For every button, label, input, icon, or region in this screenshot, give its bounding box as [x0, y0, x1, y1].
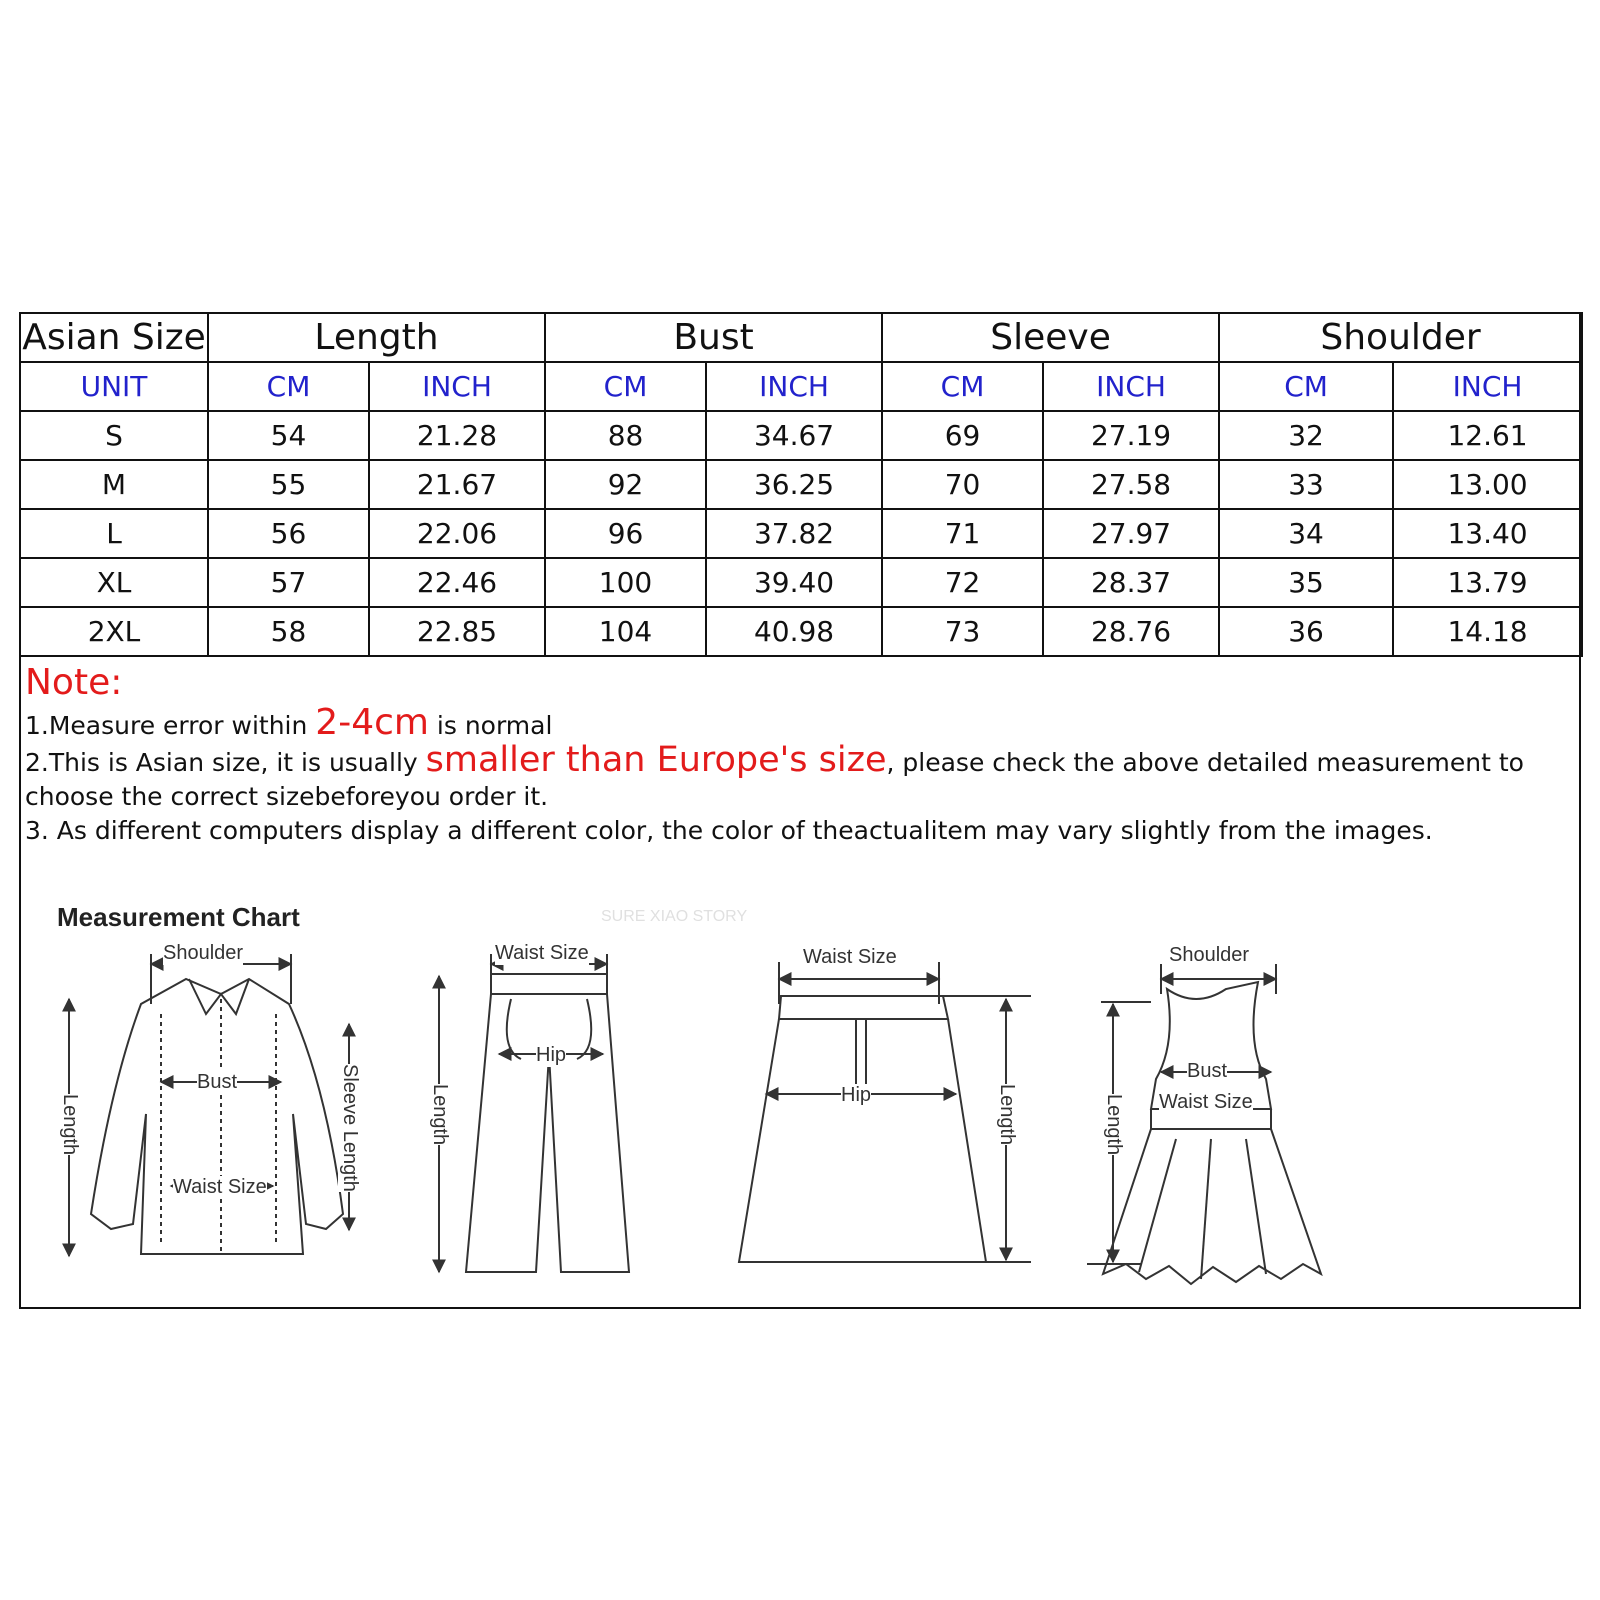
shirt-length-label: Length [59, 1094, 81, 1156]
table-cell: 22.46 [369, 558, 545, 607]
group-header-asian-size: Asian Size [20, 313, 208, 362]
table-row [20, 411, 1582, 460]
table-cell: 72 [882, 558, 1043, 607]
table-cell: 32 [1219, 411, 1393, 460]
table-cell: 36 [1219, 607, 1393, 656]
skirt-waist-label: Waist Size [803, 946, 897, 968]
unit-cell: CM [545, 362, 706, 411]
table-cell: 70 [882, 460, 1043, 509]
skirt-diagram [739, 962, 1031, 1262]
note-highlight: 2-4cm [315, 702, 429, 743]
size-label: XL [20, 558, 208, 607]
unit-cell: CM [882, 362, 1043, 411]
shirt-bust-label: Bust [197, 1071, 238, 1093]
table-cell: 69 [882, 411, 1043, 460]
table-row [20, 509, 1582, 558]
unit-cell: INCH [1393, 362, 1582, 411]
pants-diagram [439, 954, 629, 1272]
table-cell: 28.76 [1043, 607, 1219, 656]
skirt-length-label: Length [996, 1084, 1018, 1146]
table-cell: 33 [1219, 460, 1393, 509]
table-cell: 28.37 [1043, 558, 1219, 607]
table-cell: 13.00 [1393, 460, 1582, 509]
table-cell: 21.28 [369, 411, 545, 460]
garment-diagrams [21, 884, 1579, 1304]
table-cell: 27.58 [1043, 460, 1219, 509]
table-cell: 92 [545, 460, 706, 509]
table-cell: 96 [545, 509, 706, 558]
dress-waist-label: Waist Size [1159, 1091, 1253, 1113]
table-cell: 12.61 [1393, 411, 1582, 460]
pants-hip-label: Hip [536, 1044, 567, 1066]
unit-cell: INCH [706, 362, 882, 411]
table-cell: 13.40 [1393, 509, 1582, 558]
table-cell: 104 [545, 607, 706, 656]
table-cell: 39.40 [706, 558, 882, 607]
table-cell: 57 [208, 558, 369, 607]
watermark: SURE XIAO STORY [601, 908, 748, 925]
note-line-2 [25, 740, 1575, 780]
table-cell: 21.67 [369, 460, 545, 509]
table-cell: 40.98 [706, 607, 882, 656]
unit-cell: INCH [1043, 362, 1219, 411]
shirt-waist-label: Waist Size [173, 1176, 267, 1198]
note-line-2-continued: choose the correct sizebeforeyou order it. [25, 782, 549, 811]
group-header-sleeve: Sleeve [882, 313, 1219, 362]
table-cell: 34 [1219, 509, 1393, 558]
table-cell: 100 [545, 558, 706, 607]
table-cell: 36.25 [706, 460, 882, 509]
table-cell: 37.82 [706, 509, 882, 558]
note-text: , please check the above detailed measurement to [886, 748, 1524, 777]
note-text: 1.Measure error within [25, 711, 316, 740]
size-label: 2XL [20, 607, 208, 656]
table-cell: 58 [208, 607, 369, 656]
size-label: L [20, 509, 208, 558]
note-highlight: smaller than Europe's size [425, 740, 887, 780]
table-cell: 22.85 [369, 607, 545, 656]
table-cell: 27.97 [1043, 509, 1219, 558]
measurement-chart [21, 884, 1579, 1304]
table-row [20, 607, 1582, 656]
pants-length-label: Length [429, 1084, 451, 1146]
table-cell: 73 [882, 607, 1043, 656]
unit-cell: CM [208, 362, 369, 411]
shirt-sleeve-label: Sleeve Length [339, 1064, 361, 1192]
unit-cell: UNIT [20, 362, 208, 411]
shirt-shoulder-label: Shoulder [163, 942, 244, 964]
unit-cell: INCH [369, 362, 545, 411]
group-header-row [20, 313, 1582, 362]
note-title: Note: [25, 662, 123, 703]
table-row [20, 558, 1582, 607]
note-text: is normal [428, 711, 553, 740]
table-cell: 27.19 [1043, 411, 1219, 460]
table-cell: 54 [208, 411, 369, 460]
table-cell: 13.79 [1393, 558, 1582, 607]
pants-waist-label: Waist Size [495, 942, 589, 964]
table-cell: 34.67 [706, 411, 882, 460]
notes-section [25, 660, 1575, 848]
dress-bust-label: Bust [1187, 1060, 1228, 1082]
table-cell: 56 [208, 509, 369, 558]
group-header-length: Length [208, 313, 545, 362]
measurement-chart-title: Measurement Chart [57, 902, 300, 932]
note-text: 2.This is Asian size, it is usually [25, 748, 426, 777]
table-cell: 88 [545, 411, 706, 460]
table-cell: 22.06 [369, 509, 545, 558]
table-cell: 35 [1219, 558, 1393, 607]
size-table [19, 312, 1583, 657]
size-label: S [20, 411, 208, 460]
unit-header-row [20, 362, 1582, 411]
group-header-bust: Bust [545, 313, 882, 362]
table-cell: 71 [882, 509, 1043, 558]
dress-length-label: Length [1103, 1094, 1125, 1156]
note-line-3: 3. As different computers display a different color, the color of theactualitem may vary slightly from the images. [25, 816, 1433, 845]
unit-cell: CM [1219, 362, 1393, 411]
size-label: M [20, 460, 208, 509]
table-row [20, 460, 1582, 509]
skirt-hip-label: Hip [841, 1084, 872, 1106]
note-line-1 [25, 702, 1575, 743]
shirt-diagram [69, 954, 349, 1256]
dress-shoulder-label: Shoulder [1169, 944, 1250, 966]
group-header-shoulder: Shoulder [1219, 313, 1582, 362]
size-chart-sheet [19, 312, 1581, 1309]
table-cell: 55 [208, 460, 369, 509]
table-cell: 14.18 [1393, 607, 1582, 656]
